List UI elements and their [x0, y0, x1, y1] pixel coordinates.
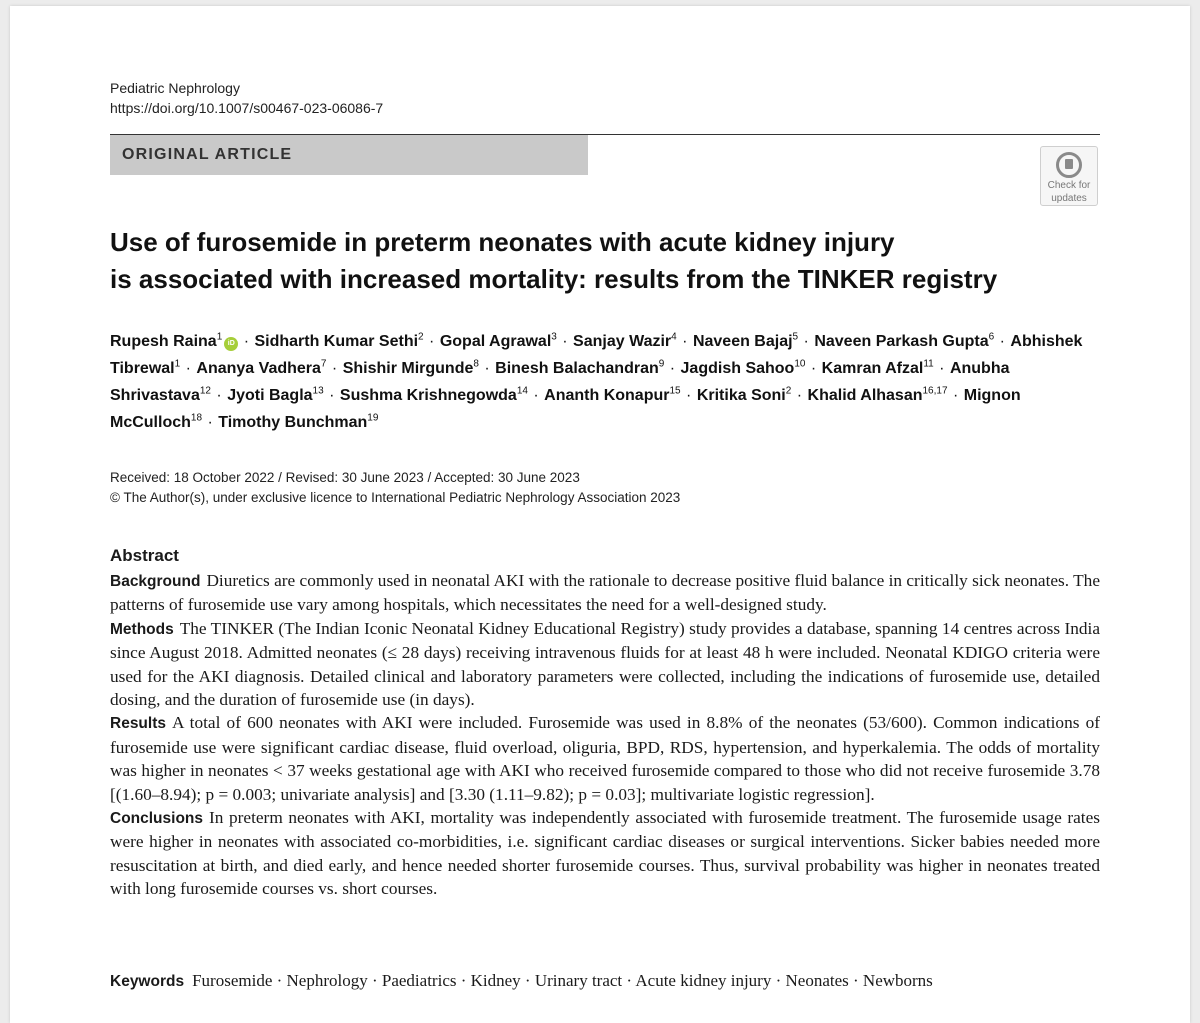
author-name: Sushma Krishnegowda	[339, 387, 517, 404]
author[interactable]	[697, 387, 791, 404]
author-separator: ·	[528, 387, 544, 404]
author-name: Binesh Balachandran	[495, 360, 659, 377]
abstract-results	[110, 711, 1100, 806]
author-separator: ·	[557, 333, 573, 350]
author-name: Sidharth Kumar Sethi	[254, 333, 419, 350]
check-for-updates-line2: updates	[1051, 193, 1087, 204]
author-name: Ananya Vadhera	[196, 360, 321, 377]
abstract-body	[110, 569, 1100, 901]
copyright-notice: © The Author(s), under exclusive licence to International Pediatric Nephrology Association 2023	[110, 490, 681, 505]
affiliation-number: 9	[658, 358, 665, 370]
section-text: Diuretics are commonly used in neonatal AKI with the rationale to decrease positive fluid balance in critically sick neonates. The patterns of furosemide use vary among hospitals, which necessitates the need for a well-designed study.	[110, 571, 1100, 615]
keywords	[110, 970, 1110, 993]
author-separator: ·	[665, 360, 680, 377]
author-name: Khalid Alhasan	[807, 387, 923, 404]
author[interactable]	[254, 333, 423, 350]
history-dates: Received: 18 October 2022 / Revised: 30 June 2023 / Accepted: 30 June 2023	[110, 470, 580, 485]
author[interactable]	[495, 360, 664, 377]
author-name: Jyoti Bagla	[227, 387, 313, 404]
check-for-updates-line1: Check for	[1047, 180, 1091, 191]
journal-header	[110, 78, 383, 118]
author-separator: ·	[479, 360, 495, 377]
author-name: Rupesh Raina	[110, 333, 217, 350]
author-separator: ·	[995, 333, 1010, 350]
author-name: Ananth Konapur	[544, 387, 670, 404]
author-name: Jagdish Sahoo	[680, 360, 795, 377]
check-for-updates-badge[interactable]	[1040, 146, 1098, 206]
journal-name: Pediatric Nephrology	[110, 80, 240, 96]
section-text: A total of 600 neonates with AKI were included. Furosemide was used in 8.8% of the neonates (53/600). Common indications of furosemide use were significant cardiac disease, fluid overload, oliguria, BPD, RDS, hypertension, and hyperkalemia. The odds of mortality was higher in neonates < 37 weeks gestational age with AKI who received furosemide compared to those who did not receive furosemide 3.78 [(1.60–8.94); p = 0.003; univariate analysis] and [3.30 (1.11–9.82); p = 0.03]; multivariate logistic regression].	[110, 713, 1100, 804]
author-separator: ·	[327, 360, 342, 377]
section-label: Conclusions	[110, 810, 204, 828]
affiliation-number: 16,17	[922, 385, 948, 397]
abstract-heading: Abstract	[110, 546, 179, 565]
check-for-updates-icon	[1056, 152, 1082, 178]
author-name: Anubha Shrivastava	[110, 360, 1010, 404]
affiliation-number: 2	[418, 331, 424, 343]
section-text: The TINKER (The Indian Iconic Neonatal Kidney Educational Registry) study provides a database, spanning 14 centres across India since August 2018. Admitted neonates (≤ 28 days) receiving intravenous fluids for at least 48 h were included. Neonatal KDIGO criteria were used for the AKI diagnosis. Detailed clinical and laboratory parameters were collected, including the indications of furosemide use, detailed dosing, and the duration of furosemide use (in days).	[110, 618, 1100, 710]
author-name: Sanjay Wazir	[573, 333, 672, 350]
affiliation-number: 2	[785, 385, 792, 397]
section-label: Methods	[110, 620, 174, 638]
author-separator: ·	[239, 333, 254, 350]
section-text: In preterm neonates with AKI, mortality was independently associated with furosemide treatment. The furosemide usage rates were higher in neonates with associated co-morbidities, i.e. significant cardiac diseases or surgical interventions. Sicker babies needed more resuscitation at birth, and died early, and hence needed shorter furosemide courses. Thus, survival probability was higher in neonates treated with long furosemide courses vs. short courses.	[110, 808, 1100, 899]
author-separator: ·	[934, 360, 949, 377]
affiliation-number: 1	[174, 358, 181, 370]
author[interactable]	[440, 333, 557, 350]
section-label: Background	[110, 573, 201, 590]
affiliation-number: 1	[216, 331, 223, 343]
author-name: Kamran Afzal	[821, 360, 924, 377]
affiliation-number: 5	[792, 331, 799, 343]
article-page	[10, 6, 1190, 1023]
author-name: Naveen Bajaj	[692, 333, 793, 350]
author-separator: ·	[424, 333, 439, 350]
article-title	[110, 224, 1110, 298]
author[interactable]	[814, 333, 994, 350]
author-name: Naveen Parkash Gupta	[814, 333, 989, 350]
abstract-conclusions	[110, 806, 1100, 901]
affiliation-number: 13	[312, 385, 324, 397]
affiliation-number: 14	[516, 385, 528, 397]
affiliation-number: 7	[320, 358, 327, 370]
author[interactable]	[340, 387, 528, 404]
author[interactable]	[227, 387, 323, 404]
author-separator: ·	[792, 387, 807, 404]
author-separator: ·	[806, 360, 821, 377]
title-line: Use of furosemide in preterm neonates with acute kidney injury	[110, 227, 895, 257]
author-separator: ·	[681, 387, 696, 404]
affiliation-number: 15	[669, 385, 681, 397]
author[interactable]	[808, 387, 948, 404]
affiliation-number: 10	[794, 358, 806, 370]
title-line: is associated with increased mortality: results from the TINKER registry	[110, 264, 998, 294]
author-name: Shishir Mirgunde	[342, 360, 474, 377]
affiliation-number: 19	[367, 412, 379, 424]
author-separator: ·	[677, 333, 692, 350]
author[interactable]	[343, 360, 479, 377]
affiliation-number: 6	[988, 331, 995, 343]
author[interactable]	[218, 414, 378, 431]
author-separator: ·	[203, 414, 218, 431]
affiliation-number: 4	[671, 331, 677, 343]
author[interactable]	[573, 333, 677, 350]
author[interactable]	[693, 333, 798, 350]
author-separator: ·	[211, 387, 227, 404]
author-separator: ·	[324, 387, 339, 404]
author[interactable]	[822, 360, 934, 377]
article-type-banner: ORIGINAL ARTICLE	[110, 135, 588, 175]
author-name: Gopal Agrawal	[439, 333, 552, 350]
abstract-methods	[110, 617, 1100, 712]
affiliation-number: 12	[199, 385, 211, 397]
affiliation-number: 8	[473, 358, 479, 370]
author[interactable]	[196, 360, 326, 377]
keywords-label: Keywords	[110, 973, 185, 990]
author-separator: ·	[948, 387, 963, 404]
author-separator: ·	[799, 333, 814, 350]
affiliation-number: 3	[551, 331, 557, 343]
affiliation-number: 11	[923, 358, 934, 370]
keywords-list: Furosemide · Nephrology · Paediatrics · Kidney · Urinary tract · Acute kidney injury · Neonates · Newborns	[192, 971, 933, 990]
author[interactable]	[110, 333, 238, 350]
author-name: Kritika Soni	[696, 387, 786, 404]
doi-link[interactable]: https://doi.org/10.1007/s00467-023-06086-7	[110, 100, 384, 116]
orcid-icon[interactable]: iD	[224, 337, 238, 351]
author-name: Abhishek Tibrewal	[110, 333, 1083, 377]
author-separator: ·	[181, 360, 196, 377]
publication-dates	[110, 468, 680, 508]
author-list	[110, 328, 1110, 436]
author-name: Mignon McCulloch	[110, 387, 1021, 431]
author[interactable]	[681, 360, 806, 377]
author-name: Timothy Bunchman	[218, 414, 368, 431]
abstract-background	[110, 569, 1100, 617]
section-label: Results	[110, 715, 166, 733]
author[interactable]	[544, 387, 680, 404]
affiliation-number: 18	[190, 412, 203, 424]
